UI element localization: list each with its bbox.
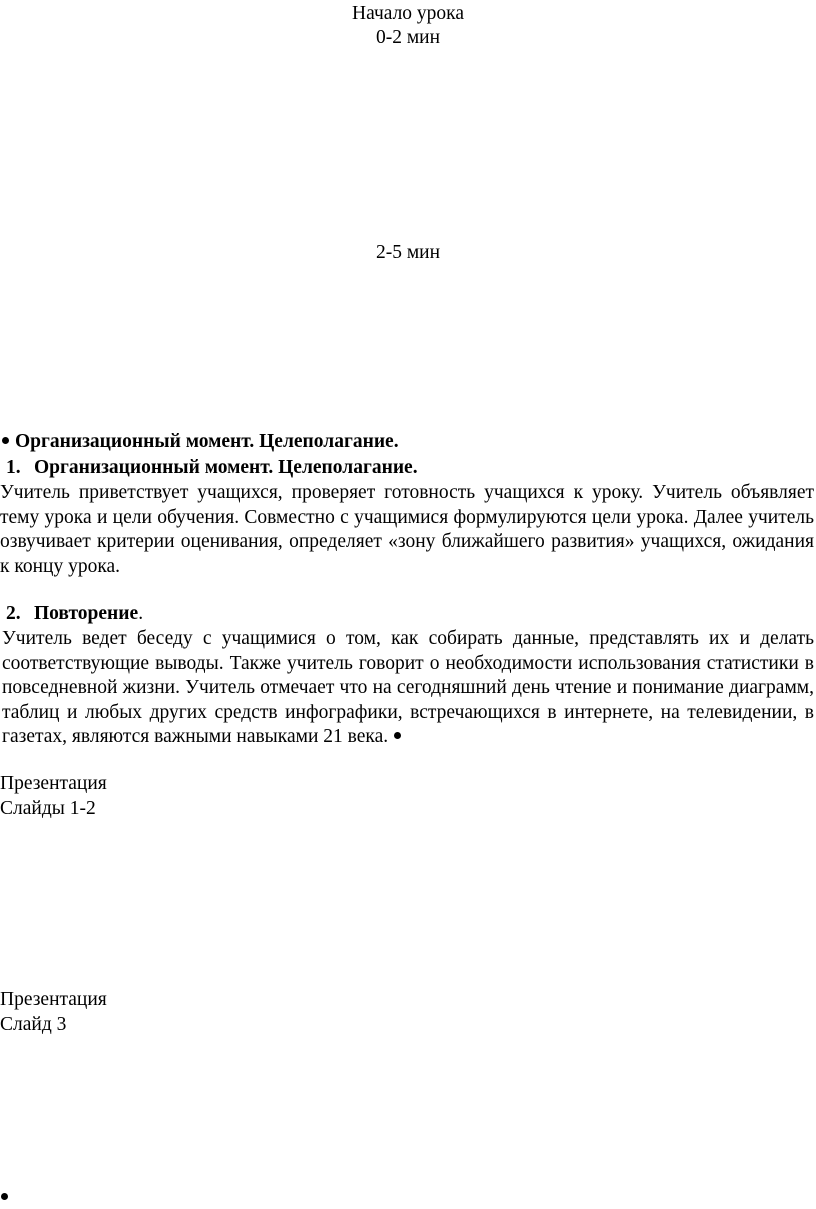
resource-2-label: Презентация [0,989,107,1010]
bullet-heading-text: Организационный момент. Целеполагание. [15,431,399,452]
section-2-paragraph-text: Учитель ведет беседу с учащимися о том, как собирать данные, представлять их и делать соответствующие выводы. Также учитель говорит о необходимости использования статистики в повседневной жизни. Учитель отмечает что на сегодняшний день чтение и понимание диаграмм, таблиц и любых других средств инфографики, встречающихся в интернете, на телевидении, в газетах, являются важными навыками 21 века. [2,628,814,747]
lesson-start-label: Начало урока [351,3,465,24]
bullet-heading [2,430,399,454]
section-1-title: Организационный момент. Целеполагание. [34,457,418,478]
section-1-heading [0,456,418,480]
section-2-number: 2. [6,603,21,624]
section-2-title: Повторение [34,603,139,624]
time-range-2-5: 2-5 мин [375,242,441,263]
section-2-heading [0,602,143,626]
bullet-icon [394,732,401,739]
section-2-paragraph [2,627,814,750]
resource-1-label: Презентация [0,773,107,794]
bullet-icon [1,1193,8,1200]
resource-2-slides: Слайд 3 [0,1014,67,1035]
section-1-number: 1. [6,457,21,478]
section-1-paragraph: Учитель приветствует учащихся, проверяет готовность учащихся к уроку. Учитель объявляет тему урока и цели обучения. Совместно с учащимися формулируются цели урока. Далее учитель озвучивает критерии оценивания, определяет «зону ближайшего развития» учащихся, ожидания к концу урока. [0,482,814,577]
time-range-0-2: 0-2 мин [375,27,441,48]
resource-1-slides: Слайды 1-2 [0,798,96,819]
section-2-title-suffix: . [138,603,144,624]
bullet-icon [2,437,9,444]
